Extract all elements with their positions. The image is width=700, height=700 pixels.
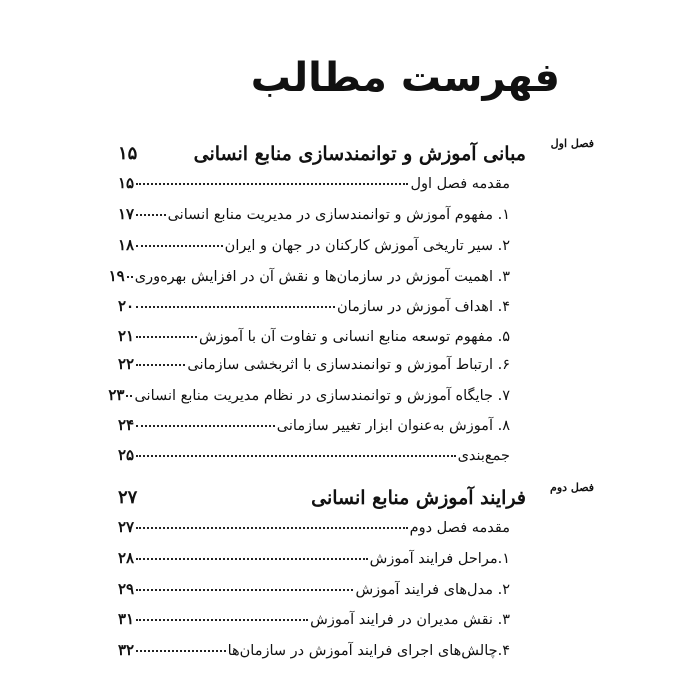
toc-entry-label: ۴. اهداف آموزش در سازمان xyxy=(336,299,510,315)
toc-entry-page: ۲۴ xyxy=(118,416,135,434)
toc-entry-page: ۲۷ xyxy=(118,518,135,536)
chapter-title: فرایند آموزش منابع انسانی xyxy=(311,487,526,509)
chapter-label: فصل اول xyxy=(550,137,594,150)
dot-leader xyxy=(126,395,132,397)
dot-leader xyxy=(136,245,223,247)
dot-leader xyxy=(136,306,335,308)
chapter-page-number: ۱۵ xyxy=(118,143,138,164)
toc-entry-label: ۲. مدل‌های فرایند آموزش xyxy=(355,582,510,598)
toc-entry-label: ۳. نقش مدیران در فرایند آموزش xyxy=(310,612,510,628)
toc-entry xyxy=(118,355,510,377)
toc-entry xyxy=(118,327,510,349)
toc-entry-label: ۱.مراحل فرایند آموزش xyxy=(369,551,510,567)
toc-entry-label: مقدمه فصل اول xyxy=(410,176,510,192)
toc-entry xyxy=(118,641,510,663)
toc-entry xyxy=(118,205,510,227)
chapter-heading xyxy=(118,137,594,173)
dot-leader xyxy=(136,336,197,338)
chapter-title: مبانی آموزش و توانمندسازی منابع انسانی xyxy=(193,143,526,165)
chapter-label: فصل دوم xyxy=(550,481,594,494)
toc-entry-label: ۳. اهمیت آموزش در سازمان‌ها و نقش آن در افزایش بهره‌وری xyxy=(134,269,510,285)
toc-entry-page: ۲۰ xyxy=(118,297,135,315)
toc-entry-page: ۲۸ xyxy=(118,549,135,567)
toc-entry-page: ۲۳ xyxy=(108,386,125,404)
toc-entry-label: ۵. مفهوم توسعه منابع انسانی و تفاوت آن با آموزش xyxy=(198,329,510,345)
toc-entry xyxy=(118,446,510,468)
toc-entry-page: ۲۲ xyxy=(118,355,135,373)
toc-entry-page: ۲۵ xyxy=(118,446,135,464)
toc-entry-page: ۱۷ xyxy=(118,205,135,223)
toc-entry-label: مقدمه فصل دوم xyxy=(409,520,510,536)
toc-entry-label: ۱. مفهوم آموزش و توانمندسازی در مدیریت منابع انسانی xyxy=(167,207,510,223)
toc-entry-page: ۲۹ xyxy=(118,580,135,598)
toc-entry xyxy=(108,267,510,289)
page-title: فهرست مطالب xyxy=(250,55,560,101)
toc-entry xyxy=(118,174,510,196)
toc-entry-label: جمع‌بندی xyxy=(457,448,510,464)
chapter-heading xyxy=(118,481,594,517)
dot-leader xyxy=(127,276,133,278)
toc-entry-page: ۱۵ xyxy=(118,174,135,192)
chapter-page-number: ۲۷ xyxy=(118,487,138,508)
toc-entry xyxy=(118,610,510,632)
dot-leader xyxy=(136,214,165,216)
toc-entry-label: ۶. ارتباط آموزش و توانمندسازی با اثربخشی سازمانی xyxy=(187,357,510,373)
toc-entry-label: ۸. آموزش به‌عنوان ابزار تغییر سازمانی xyxy=(276,418,510,434)
toc-entry-label: ۲. سیر تاریخی آموزش کارکنان در جهان و ایران xyxy=(224,238,510,254)
toc-entry-page: ۳۱ xyxy=(118,610,135,628)
toc-entry-page: ۱۹ xyxy=(108,267,125,285)
dot-leader xyxy=(136,527,407,529)
toc-entry-page: ۲۱ xyxy=(118,327,135,345)
toc-entry xyxy=(118,580,510,602)
dot-leader xyxy=(136,650,225,652)
toc-entry-page: ۱۸ xyxy=(118,236,135,254)
dot-leader xyxy=(136,425,275,427)
toc-entry xyxy=(118,416,510,438)
dot-leader xyxy=(136,619,308,621)
dot-leader xyxy=(136,558,368,560)
dot-leader xyxy=(136,183,408,185)
toc-entry xyxy=(118,236,510,258)
dot-leader xyxy=(136,455,455,457)
toc-entry-label: ۴.چالش‌های اجرای فرایند آموزش در سازمان‌ها xyxy=(227,643,510,659)
dot-leader xyxy=(136,589,353,591)
toc-entry xyxy=(118,549,510,571)
toc-entry xyxy=(108,386,510,408)
toc-entry xyxy=(118,297,510,319)
toc-entry-page: ۳۲ xyxy=(118,641,135,659)
toc-entry-label: ۷. جایگاه آموزش و توانمندسازی در نظام مدیریت منابع انسانی xyxy=(134,388,510,404)
toc-entry xyxy=(118,518,510,540)
dot-leader xyxy=(136,364,185,366)
